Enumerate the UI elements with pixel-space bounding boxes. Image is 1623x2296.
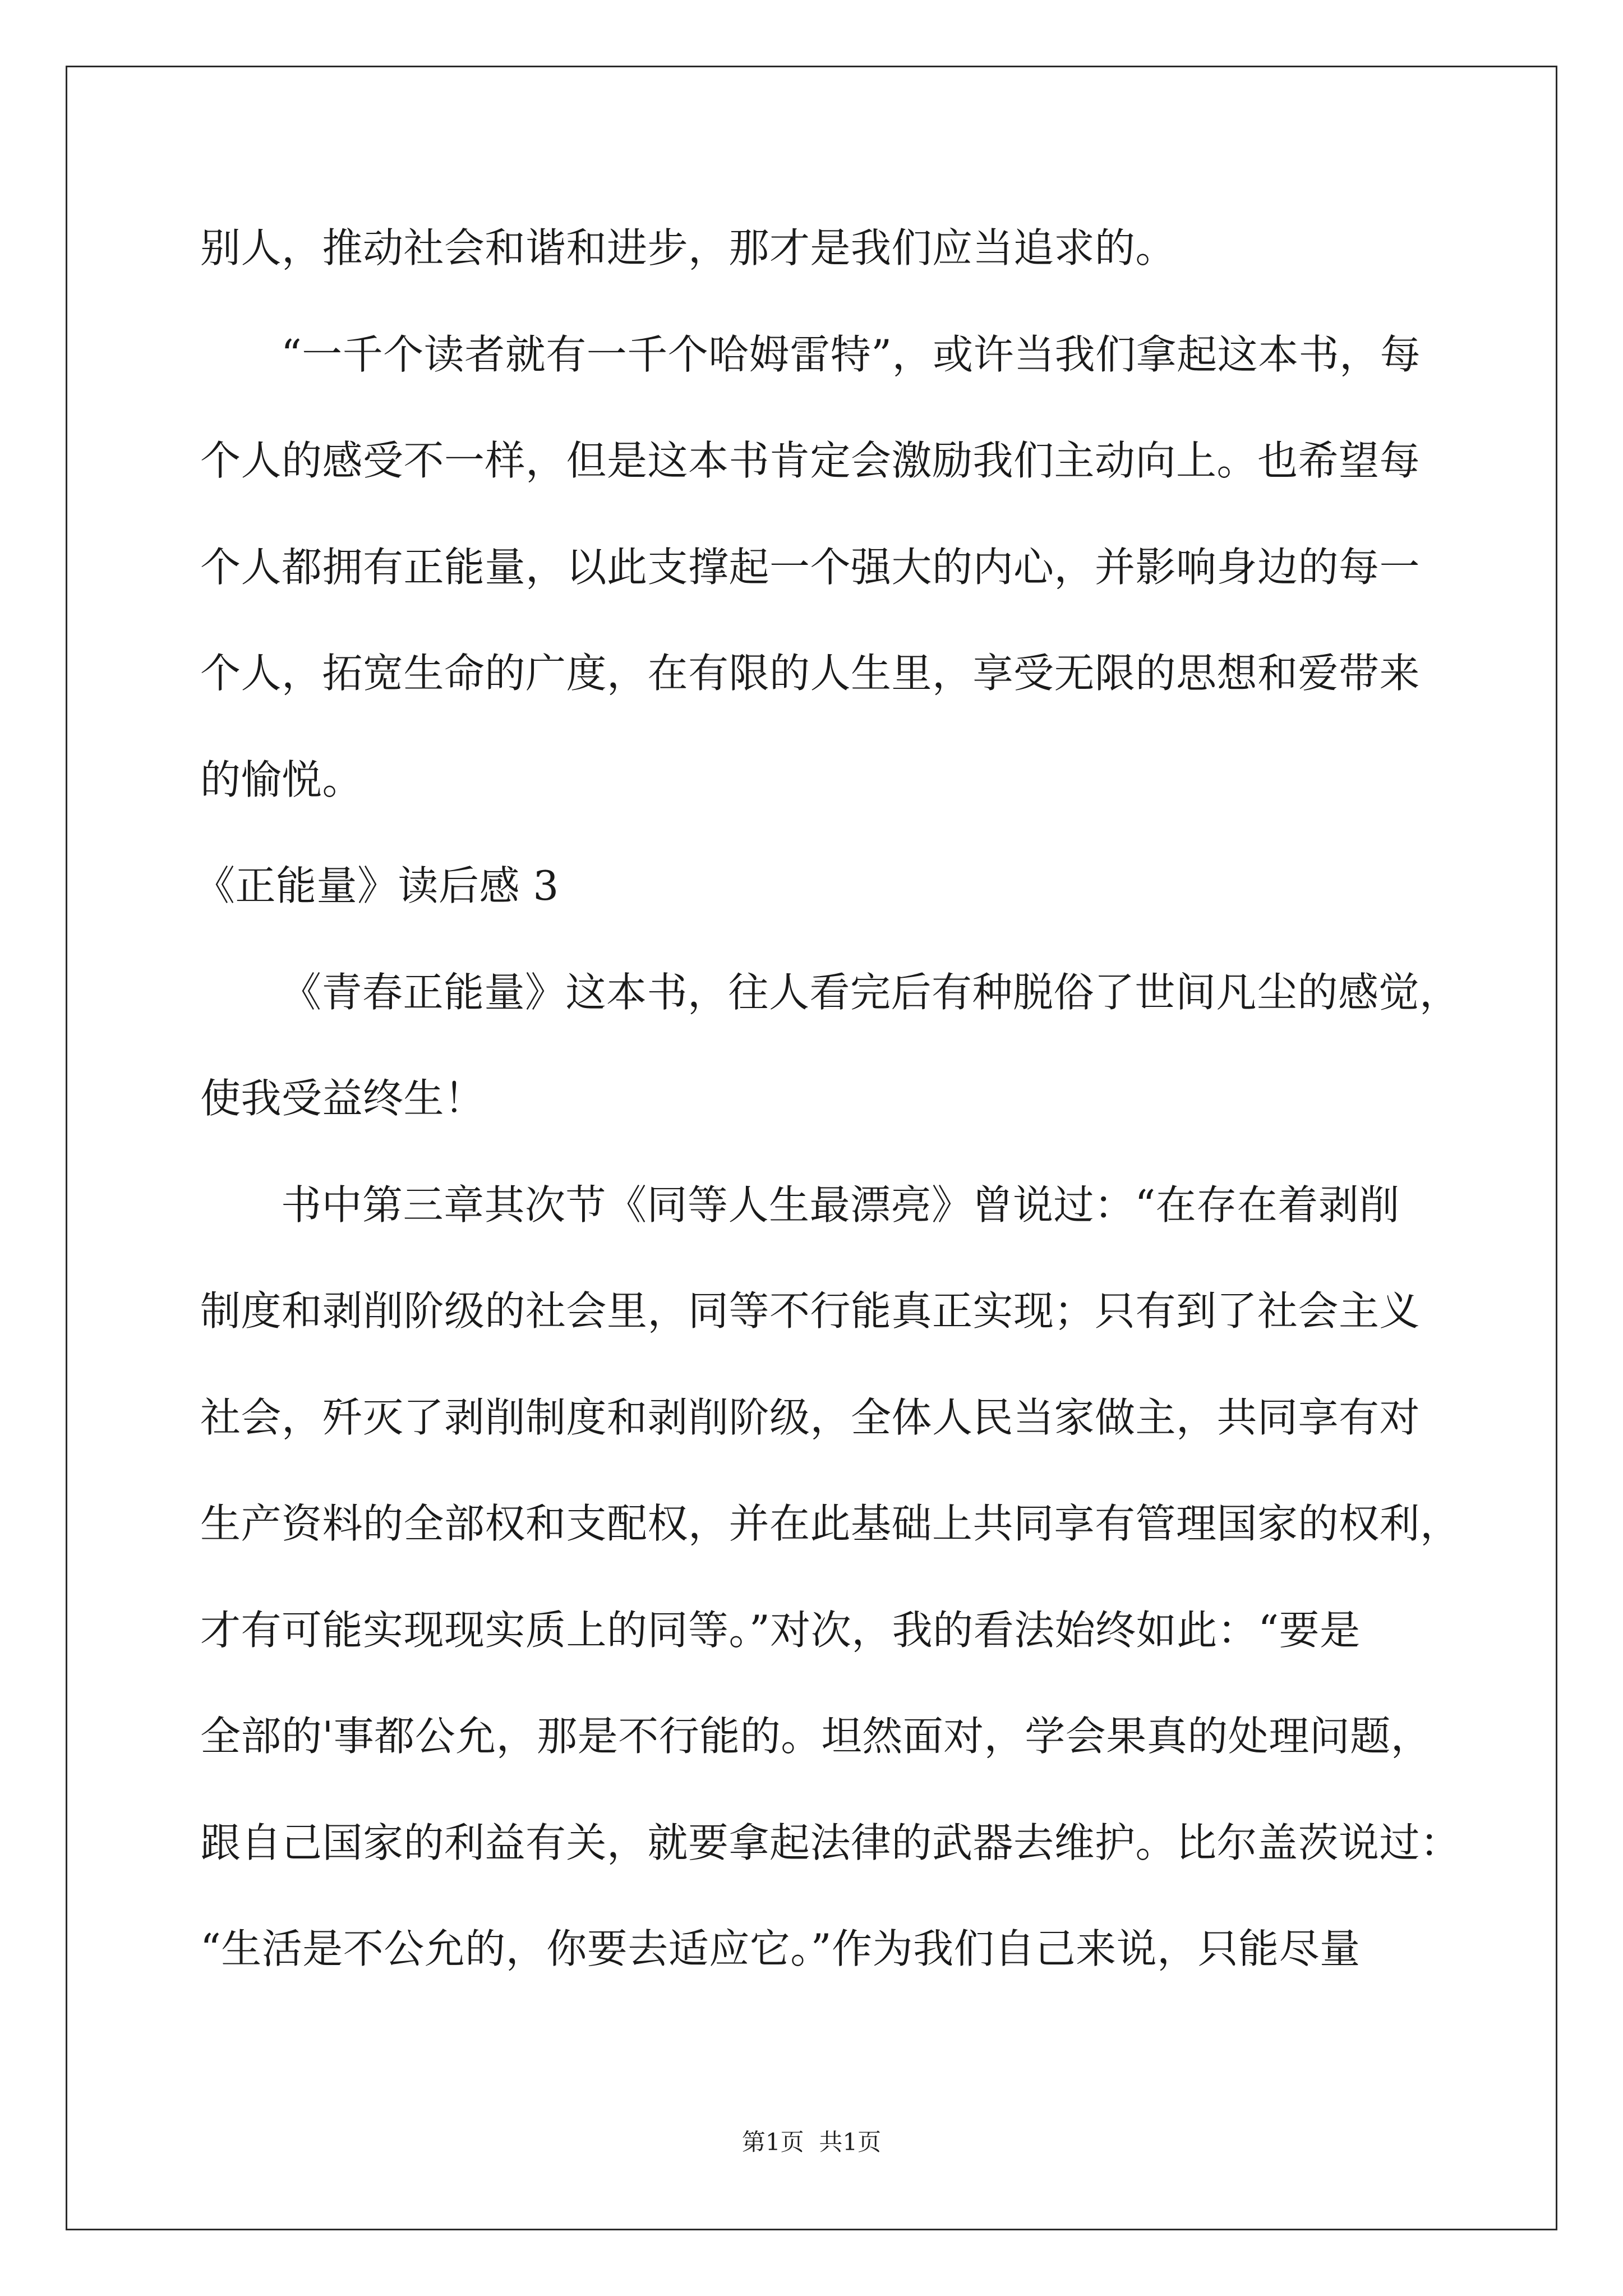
document-body (195, 195, 1546, 2003)
text-line: 跟自己国家的利益有关，就要拿起法律的武器去维护。比尔盖茨说过： (200, 1819, 1461, 1866)
text-line: 社会，歼灭了剥削制度和剥削阶级，全体人民当家做主，共同享有对 (200, 1393, 1421, 1441)
text-line: 个人都拥有正能量，以此支撑起一个强大的内心，并影响身边的每一 (200, 543, 1421, 591)
text-line: 生产资料的全部权和支配权，并在此基础上共同享有管理国家的权利， (200, 1500, 1461, 1547)
paragraph-3 (200, 1152, 1546, 2003)
text-line: 别人，推动社会和谐和进步，那才是我们应当追求的。 (200, 224, 1177, 272)
text-line: 《青春正能量》这本书，往人看完后有种脱俗了世间凡尘的感觉， (281, 968, 1460, 1016)
text-line: “一千个读者就有一千个哈姆雷特”，或许当我们拿起这本书，每 (281, 330, 1421, 378)
text-line: 个人的感受不一样，但是这本书肯定会激励我们主动向上。也希望每 (200, 437, 1421, 484)
text-line: 使我受益终生！ (200, 1075, 485, 1122)
text-line: 制度和剥削阶级的社会里，同等不行能真正实现；只有到了社会主义 (200, 1287, 1421, 1335)
paragraph-1 (200, 302, 1546, 834)
text-line: 才有可能实现现实质上的同等。”对次，我的看法始终如此：“要是 (200, 1606, 1361, 1654)
text-line: 个人，拓宽生命的广度，在有限的人生里，享受无限的思想和爱带来 (200, 650, 1421, 697)
text-line: 的愉悦。 (200, 756, 363, 803)
page-number-footer: 第1页 共1页 (741, 2128, 882, 2156)
section-heading: 《正能量》读后感 3 (195, 862, 559, 909)
paragraph-2 (200, 940, 1546, 1152)
text-line: 书中第三章其次节《同等人生最漂亮》曾说过：“在存在着剥削 (281, 1181, 1400, 1228)
text-line: “生活是不公允的，你要去适应它。”作为我们自己来说，只能尽量 (200, 1925, 1361, 1972)
intro-paragraph (200, 195, 1546, 302)
text-line: 全部的'事都公允，那是不行能的。坦然面对，学会果真的处理问题， (200, 1713, 1432, 1760)
